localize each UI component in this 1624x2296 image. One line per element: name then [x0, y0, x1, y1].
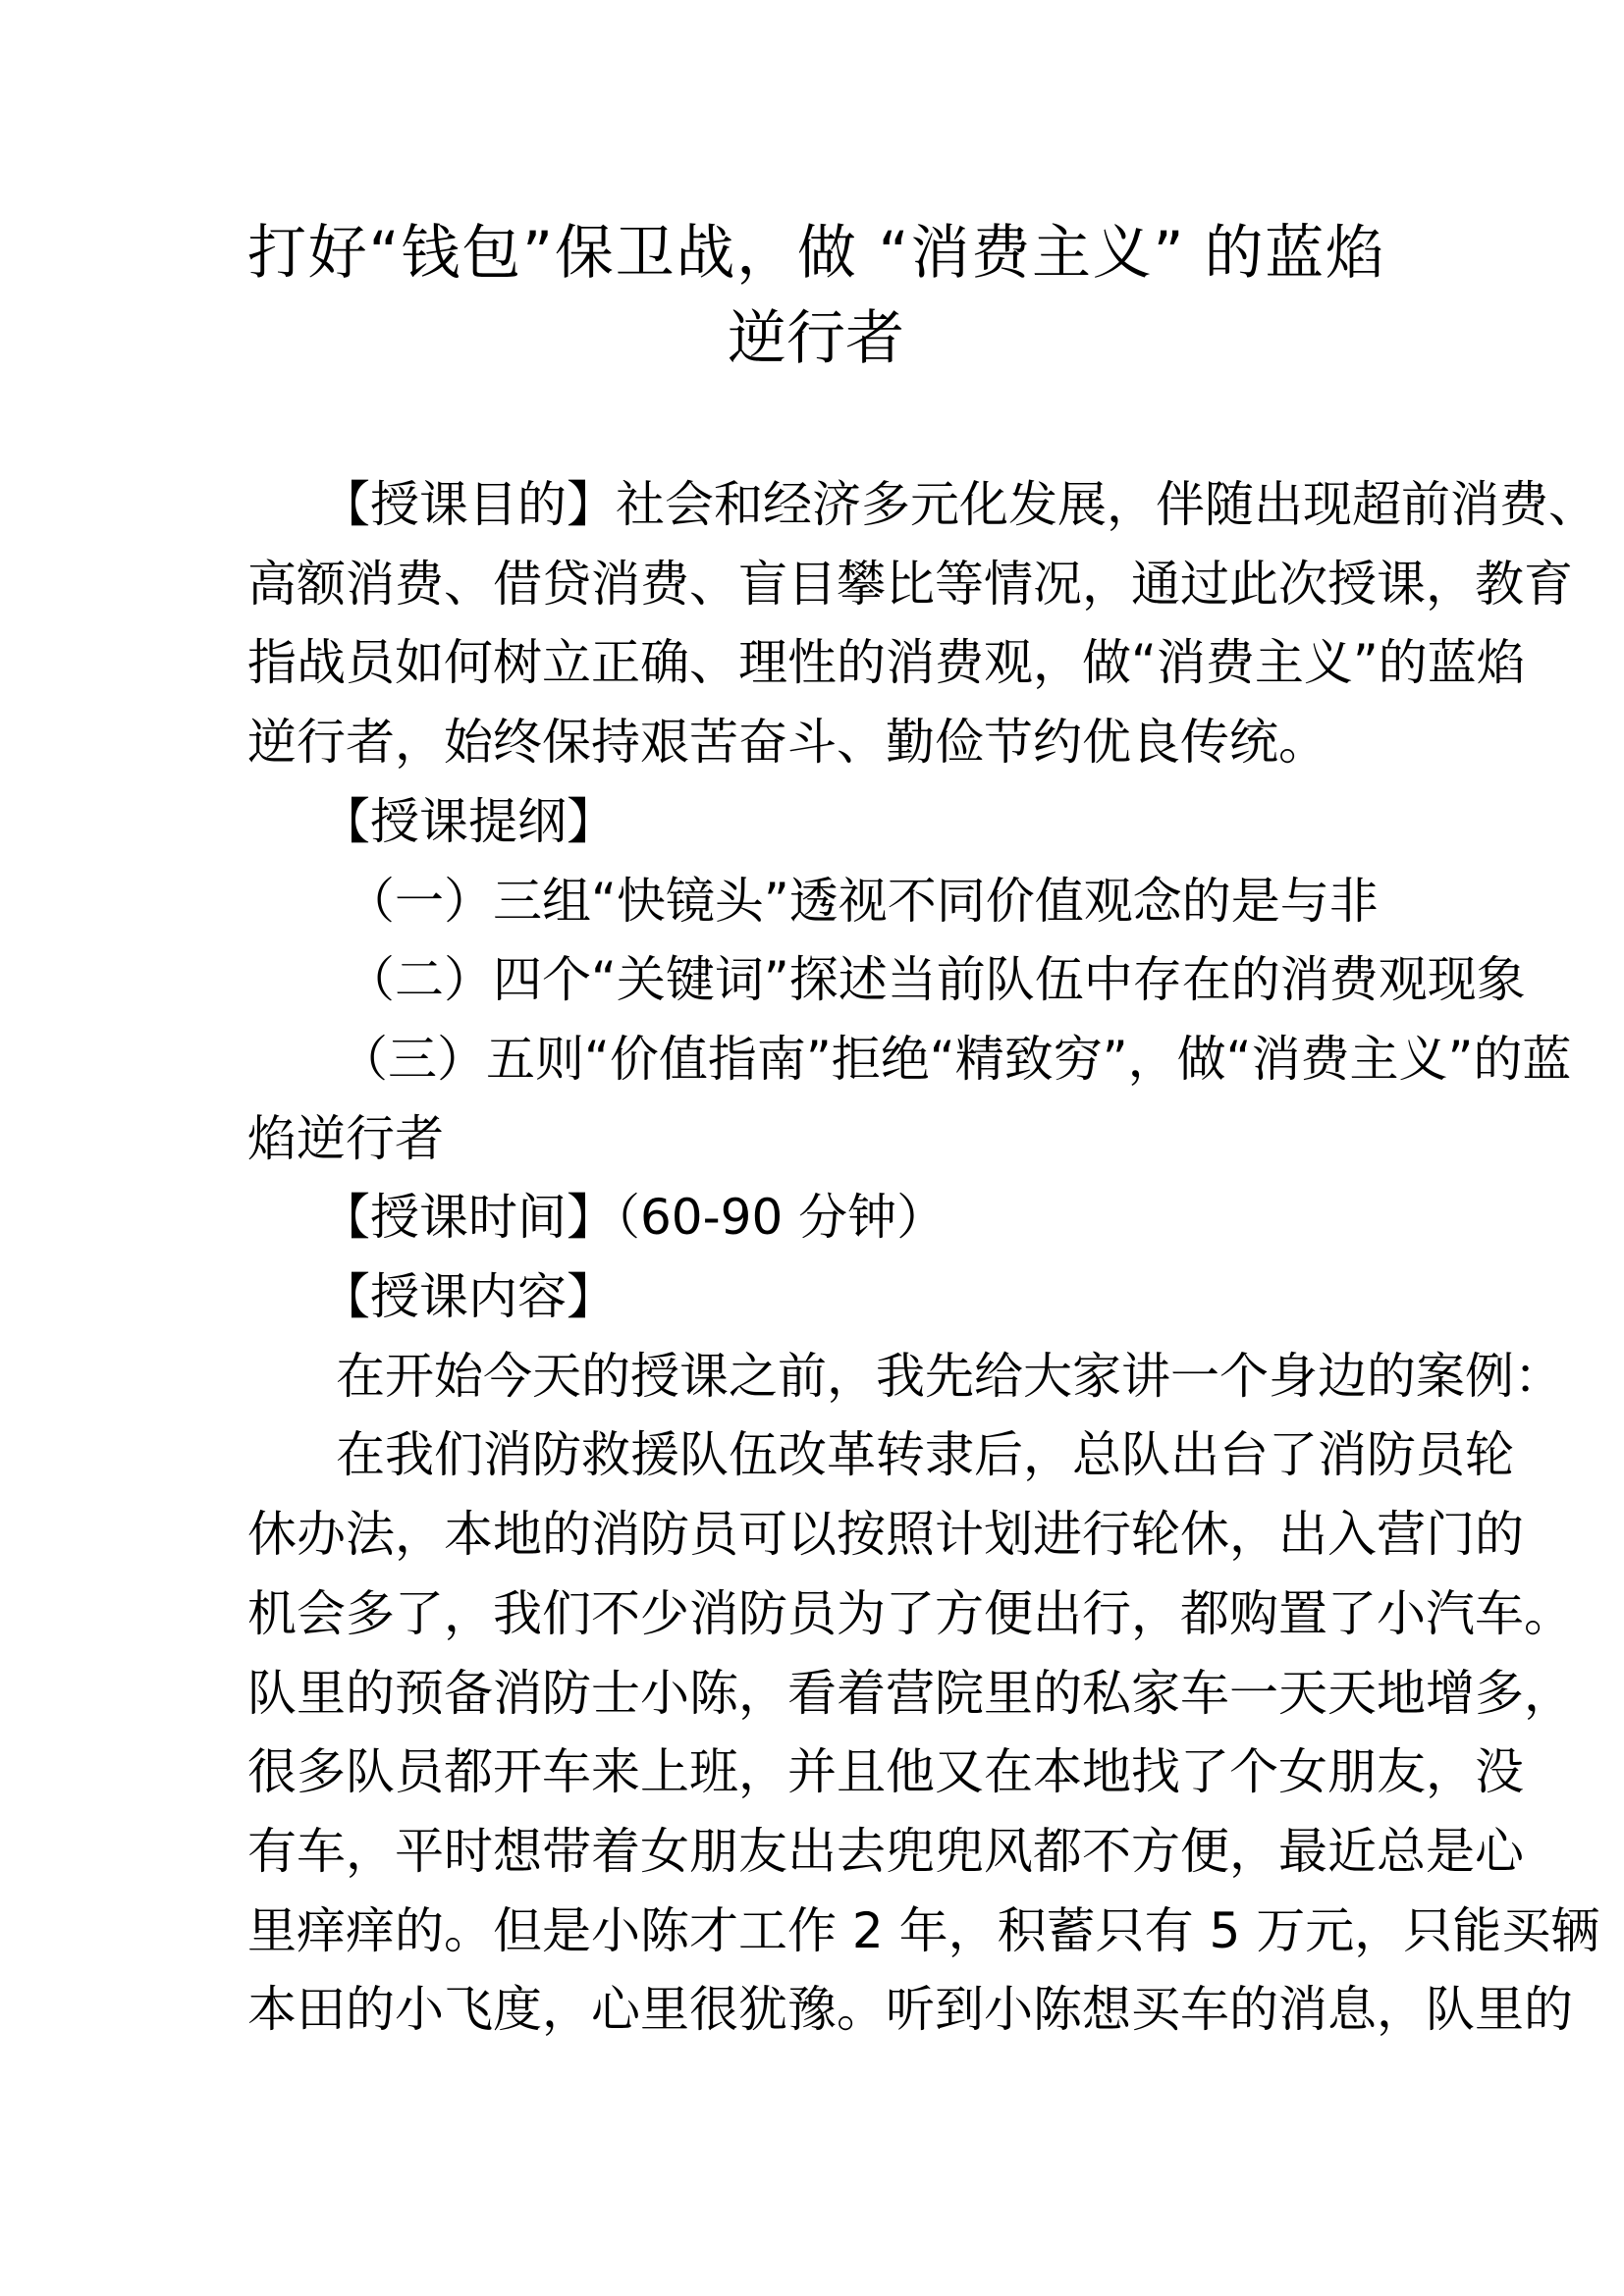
- content-paragraph-line: 在我们消防救援队伍改革转隶后，总队出台了消防员轮: [336, 1426, 1514, 1484]
- content-paragraph-line: 本田的小飞度，心里很犹豫。听到小陈想买车的消息，队里的: [247, 1981, 1573, 2039]
- content-paragraph-line: 在开始今天的授课之前，我先给大家讲一个身边的案例：: [336, 1347, 1563, 1405]
- content-paragraph-line: 机会多了，我们不少消防员为了方便出行，都购置了小汽车。: [247, 1584, 1573, 1642]
- section-heading: 【授课内容】: [321, 1268, 616, 1325]
- outline-item-line: （三）五则“价值指南”拒绝“精致穷”，做“消费主义”的蓝: [339, 1030, 1572, 1088]
- outline-item-line: （二）四个“关键词”探述当前队伍中存在的消费观现象: [346, 951, 1526, 1009]
- section-heading: 【授课时间】（60-90 分钟）: [321, 1189, 947, 1247]
- purpose-paragraph-line: 高额消费、借贷消费、盲目攀比等情况，通过此次授课，教育: [247, 555, 1573, 613]
- outline-item-line: 焰逆行者: [247, 1109, 444, 1167]
- content-paragraph-line: 休办法，本地的消防员可以按照计划进行轮休，出入营门的: [247, 1506, 1524, 1564]
- content-paragraph-line: 队里的预备消防士小陈，看着营院里的私家车一天天地增多，: [247, 1664, 1573, 1722]
- purpose-paragraph-line: 逆行者，始终保持艰苦奋斗、勤俭节约优良传统。: [247, 714, 1327, 772]
- section-heading: 【授课提纲】: [321, 792, 616, 850]
- document-title-line-1: 打好“钱包”保卫战，做 “消费主义” 的蓝焰: [247, 219, 1384, 288]
- content-paragraph-line: 里痒痒的。但是小陈才工作 2 年，积蓄只有 5 万元，只能买辆: [247, 1901, 1600, 1959]
- purpose-paragraph-line: 【授课目的】社会和经济多元化发展，伴随出现超前消费、: [321, 476, 1597, 533]
- document-title-line-2: 逆行者: [728, 304, 904, 373]
- outline-item-line: （一）三组“快镜头”透视不同价值观念的是与非: [346, 872, 1379, 930]
- content-paragraph-line: 很多队员都开车来上班，并且他又在本地找了个女朋友，没: [247, 1743, 1524, 1801]
- purpose-paragraph-line: 指战员如何树立正确、理性的消费观，做“消费主义”的蓝焰: [247, 634, 1526, 692]
- content-paragraph-line: 有车，平时想带着女朋友出去兜兜风都不方便，最近总是心: [247, 1822, 1524, 1880]
